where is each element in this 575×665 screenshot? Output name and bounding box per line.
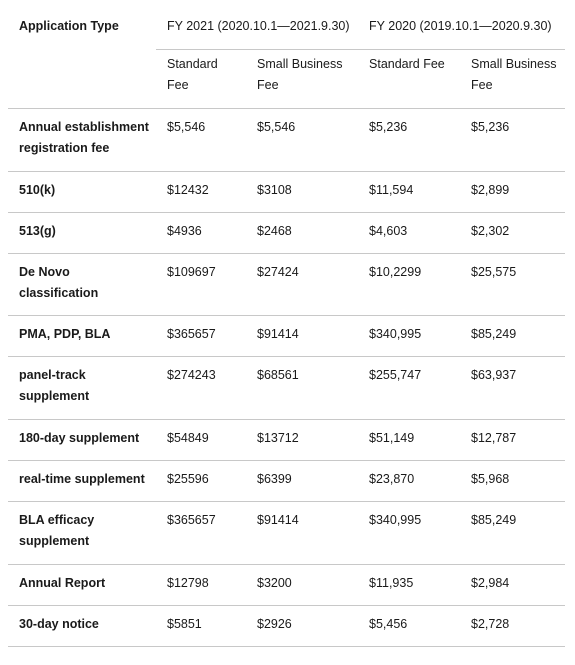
table-row — [8, 172, 565, 213]
table-row — [8, 316, 565, 357]
subheader-fy2020-standard-fee: Standard Fee — [358, 50, 460, 109]
cell-fy2021-small-business: $2926 — [246, 606, 358, 647]
table-row — [8, 357, 565, 420]
cell-fy2021-standard: $25596 — [156, 461, 246, 502]
table-row — [8, 213, 565, 254]
cell-fy2020-standard: $10,2299 — [358, 254, 460, 316]
header-row — [8, 8, 565, 50]
row-header: PMA, PDP, BLA — [8, 316, 156, 357]
table-row — [8, 565, 565, 606]
subheader-fy2021-small-business-fee: Small Business Fee — [246, 50, 358, 109]
row-header: BLA efficacy supplement — [8, 502, 156, 565]
cell-fy2020-small-business: $5,968 — [460, 461, 565, 502]
cell-fy2021-small-business: $3108 — [246, 172, 358, 213]
cell-fy2021-standard: $274243 — [156, 357, 246, 420]
cell-fy2020-small-business: $85,249 — [460, 502, 565, 565]
cell-fy2020-standard: $23,870 — [358, 461, 460, 502]
cell-fy2020-small-business: $12,787 — [460, 420, 565, 461]
cell-fy2021-small-business: $27424 — [246, 254, 358, 316]
table-row — [8, 109, 565, 172]
cell-fy2021-standard: $54849 — [156, 420, 246, 461]
cell-fy2020-standard: $255,747 — [358, 357, 460, 420]
cell-fy2021-small-business: $91414 — [246, 316, 358, 357]
row-header: Annual Report — [8, 565, 156, 606]
fee-table — [8, 8, 565, 647]
cell-fy2020-small-business: $2,984 — [460, 565, 565, 606]
cell-fy2020-small-business: $25,575 — [460, 254, 565, 316]
cell-fy2020-standard: $5,236 — [358, 109, 460, 172]
table-row — [8, 502, 565, 565]
cell-fy2021-small-business: $6399 — [246, 461, 358, 502]
cell-fy2020-small-business: $2,302 — [460, 213, 565, 254]
cell-fy2021-standard: $4936 — [156, 213, 246, 254]
row-header: real-time supplement — [8, 461, 156, 502]
cell-fy2020-standard: $4,603 — [358, 213, 460, 254]
cell-fy2020-standard: $11,935 — [358, 565, 460, 606]
row-header: 513(g) — [8, 213, 156, 254]
column-header-fy2020: FY 2020 (2019.10.1—2020.9.30) — [358, 8, 565, 50]
column-header-application-type: Application Type — [8, 8, 156, 109]
cell-fy2021-small-business: $2468 — [246, 213, 358, 254]
cell-fy2021-standard: $365657 — [156, 316, 246, 357]
cell-fy2021-small-business: $13712 — [246, 420, 358, 461]
subheader-fy2021-standard-fee: Standard Fee — [156, 50, 246, 109]
table-row — [8, 606, 565, 647]
cell-fy2020-small-business: $5,236 — [460, 109, 565, 172]
cell-fy2020-standard: $11,594 — [358, 172, 460, 213]
cell-fy2021-small-business: $5,546 — [246, 109, 358, 172]
cell-fy2021-standard: $12432 — [156, 172, 246, 213]
cell-fy2020-standard: $51,149 — [358, 420, 460, 461]
cell-fy2021-small-business: $91414 — [246, 502, 358, 565]
cell-fy2020-standard: $5,456 — [358, 606, 460, 647]
cell-fy2020-small-business: $2,899 — [460, 172, 565, 213]
cell-fy2020-standard: $340,995 — [358, 502, 460, 565]
column-header-fy2021: FY 2021 (2020.10.1—2021.9.30) — [156, 8, 358, 50]
cell-fy2021-standard: $5851 — [156, 606, 246, 647]
table-row — [8, 420, 565, 461]
cell-fy2020-standard: $340,995 — [358, 316, 460, 357]
cell-fy2021-standard: $109697 — [156, 254, 246, 316]
table-body — [8, 8, 565, 647]
subheader-fy2020-small-business-fee: Small Business Fee — [460, 50, 565, 109]
cell-fy2021-small-business: $3200 — [246, 565, 358, 606]
row-header: De Novo classification — [8, 254, 156, 316]
table-row — [8, 461, 565, 502]
row-header: panel-track supplement — [8, 357, 156, 420]
row-header: 180-day supplement — [8, 420, 156, 461]
cell-fy2020-small-business: $2,728 — [460, 606, 565, 647]
cell-fy2021-standard: $5,546 — [156, 109, 246, 172]
row-header: Annual establishment registration fee — [8, 109, 156, 172]
cell-fy2020-small-business: $85,249 — [460, 316, 565, 357]
table-row — [8, 254, 565, 316]
cell-fy2021-small-business: $68561 — [246, 357, 358, 420]
cell-fy2021-standard: $365657 — [156, 502, 246, 565]
cell-fy2021-standard: $12798 — [156, 565, 246, 606]
row-header: 510(k) — [8, 172, 156, 213]
cell-fy2020-small-business: $63,937 — [460, 357, 565, 420]
row-header: 30-day notice — [8, 606, 156, 647]
